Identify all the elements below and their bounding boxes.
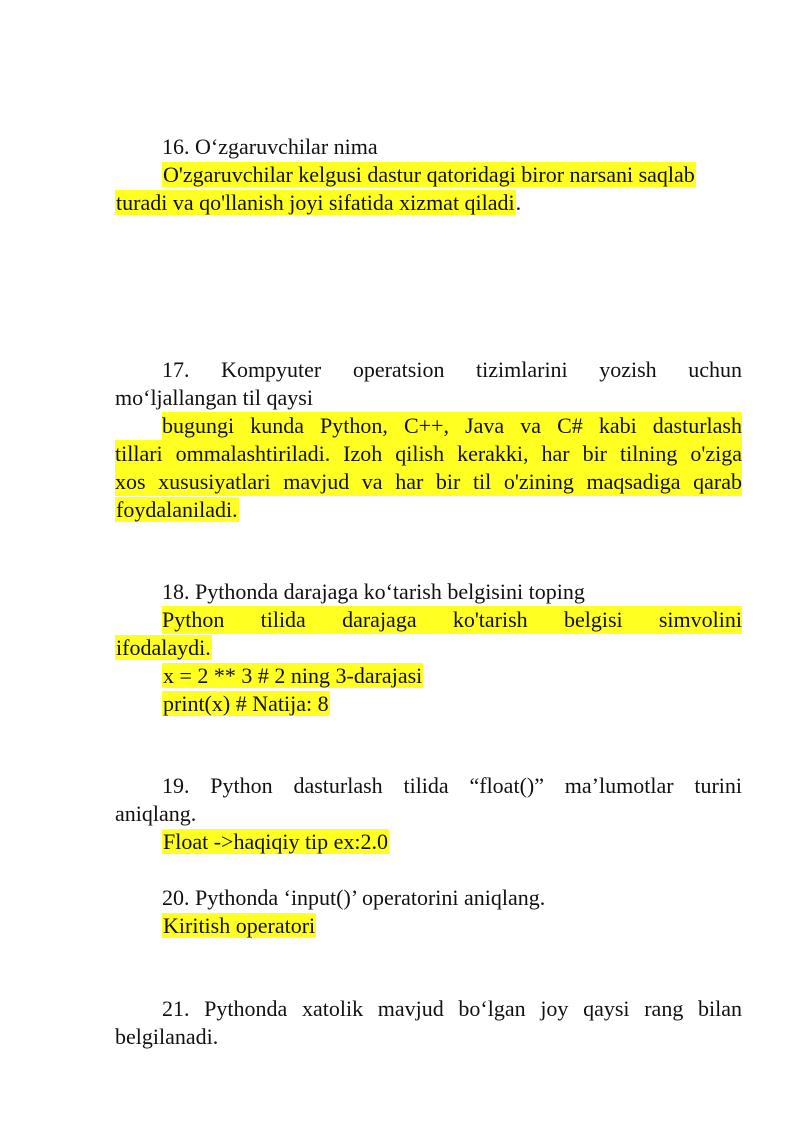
- answer-19: Float ->haqiqiy tip ex:2.0: [163, 829, 389, 854]
- answer-17-line-1: bugungi kunda Python, C++, Java va C# kabi dasturlash: [162, 413, 742, 438]
- question-21-line-2: belgilanadi.: [115, 1024, 219, 1049]
- question-18: 18. Pythonda darajaga ko‘tarish belgisini toping: [162, 579, 585, 604]
- question-17-line-1: 17. Kompyuter operatsion tizimlarini yozish uchun: [162, 357, 742, 382]
- answer-18-code-2: print(x) # Natija: 8: [163, 691, 329, 716]
- question-21-line-1: 21. Pythonda xatolik mavjud bo‘lgan joy qaysi rang bilan: [162, 996, 742, 1021]
- answer-17-line-4: foydalaniladi.: [116, 497, 238, 522]
- question-19-line-1: 19. Python dasturlash tilida “float()” ma’lumotlar turini: [162, 773, 742, 798]
- question-16: 16. O‘zgaruvchilar nima: [162, 134, 378, 159]
- answer-16-line-2: turadi va qo'llanish joyi sifatida xizmat qiladi.: [116, 190, 522, 215]
- question-19-line-2: aniqlang.: [115, 801, 197, 826]
- answer-17-line-3: xos xususiyatlari mavjud va har bir til o'zining maqsadiga qarab: [115, 469, 742, 494]
- answer-18-code-1: x = 2 ** 3 # 2 ning 3-darajasi: [163, 663, 423, 688]
- question-20: 20. Pythonda ‘input()’ operatorini aniqlang.: [162, 885, 546, 910]
- answer-20: Kiritish operatori: [163, 913, 316, 938]
- question-17-line-2: mo‘ljallangan til qaysi: [115, 385, 313, 410]
- answer-18-line-2: ifodalaydi.: [116, 635, 211, 660]
- answer-16-line-1: O'zgaruvchilar kelgusi dastur qatoridagi biror narsani saqlab: [163, 162, 695, 187]
- answer-18-line-1: Python tilida darajaga ko'tarish belgisi simvolini: [162, 607, 742, 632]
- answer-17-line-2: tillari ommalashtiriladi. Izoh qilish kerakki, har bir tilning o'ziga: [115, 441, 742, 466]
